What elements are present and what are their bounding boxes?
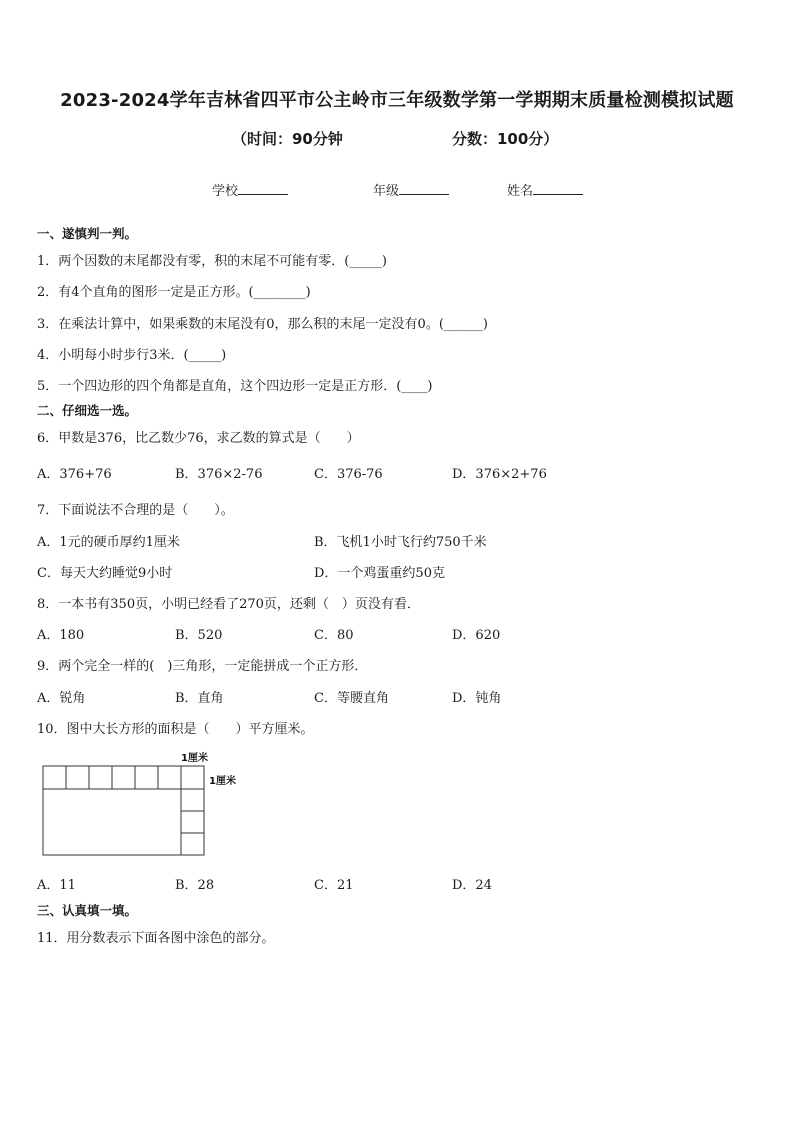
name-label: 姓名 <box>507 184 534 199</box>
q9-option-d: D．钝角 <box>452 691 502 706</box>
question-8: 8．一本书有350页，小明已经看了270页，还剩（ ）页没有看． <box>37 597 420 612</box>
question-1: 1．两个因数的末尾都没有零，积的末尾不可能有零．(_____) <box>37 254 387 269</box>
q8-option-d: D．620 <box>452 628 501 643</box>
exam-time: （时间：90分钟 <box>232 130 343 148</box>
q10-option-d: D．24 <box>452 878 492 893</box>
q8-option-a: A．180 <box>37 628 85 643</box>
question-7: 7．下面说法不合理的是（ ）。 <box>37 503 234 518</box>
question-3: 3．在乘法计算中，如果乘数的末尾没有0，那么积的末尾一定没有0。(______) <box>37 317 488 332</box>
q6-option-c: C．376-76 <box>314 467 383 482</box>
grade-blank <box>399 182 449 195</box>
q6-option-b: B．376×2-76 <box>175 467 263 482</box>
q7-option-d: D．一个鸡蛋重约50克 <box>314 566 445 581</box>
q9-option-a: A．锐角 <box>37 691 86 706</box>
q8-option-b: B．520 <box>175 628 223 643</box>
school-label: 学校 <box>212 184 239 199</box>
name-blank <box>533 182 583 195</box>
question-2: 2．有4个直角的图形一定是正方形。(________) <box>37 285 311 300</box>
q10-option-a: A．11 <box>37 878 76 893</box>
q7-option-b: B．飞机1小时飞行约750千米 <box>314 535 487 550</box>
grade-label: 年级 <box>373 184 400 199</box>
page-title: 2023-2024学年吉林省四平市公主岭市三年级数学第一学期期末质量检测模拟试题 <box>60 90 734 111</box>
q10-option-c: C．21 <box>314 878 354 893</box>
grade-field <box>373 180 449 199</box>
label-right-unit: 1厘米 <box>209 776 236 787</box>
section-heading-3: 三、认真填一填。 <box>37 903 138 918</box>
exam-score: 分数：100分） <box>452 130 559 148</box>
question-6: 6．甲数是376，比乙数少76，求乙数的算式是（ ） <box>37 431 360 446</box>
question-5: 5．一个四边形的四个角都是直角，这个四边形一定是正方形．(____) <box>37 379 433 394</box>
q9-option-b: B．直角 <box>175 691 224 706</box>
school-blank <box>238 182 288 195</box>
question-10: 10．图中大长方形的面积是（ ）平方厘米。 <box>37 722 314 737</box>
section-heading-1: 一、遂慎判一判。 <box>37 226 138 241</box>
large-rectangle <box>43 766 204 855</box>
question-11: 11．用分数表示下面各图中涂色的部分。 <box>37 931 275 946</box>
q6-option-d: D．376×2+76 <box>452 467 547 482</box>
q6-option-a: A．376+76 <box>37 467 112 482</box>
name-field <box>507 180 583 199</box>
q7-option-a: A．1元的硬币厚约1厘米 <box>37 535 180 550</box>
rectangle-grid-diagram <box>37 748 267 863</box>
label-top-unit: 1厘米 <box>181 753 208 764</box>
question-9: 9．两个完全一样的( )三角形，一定能拼成一个正方形． <box>37 659 368 674</box>
school-field <box>212 180 288 199</box>
question-4: 4．小明每小时步行3米．(_____) <box>37 348 227 363</box>
q10-option-b: B．28 <box>175 878 215 893</box>
q8-option-c: C．80 <box>314 628 354 643</box>
section-heading-2: 二、仔细选一选。 <box>37 403 138 418</box>
q7-option-c: C．每天大约睡觉9小时 <box>37 566 173 581</box>
q9-option-c: C．等腰直角 <box>314 691 389 706</box>
